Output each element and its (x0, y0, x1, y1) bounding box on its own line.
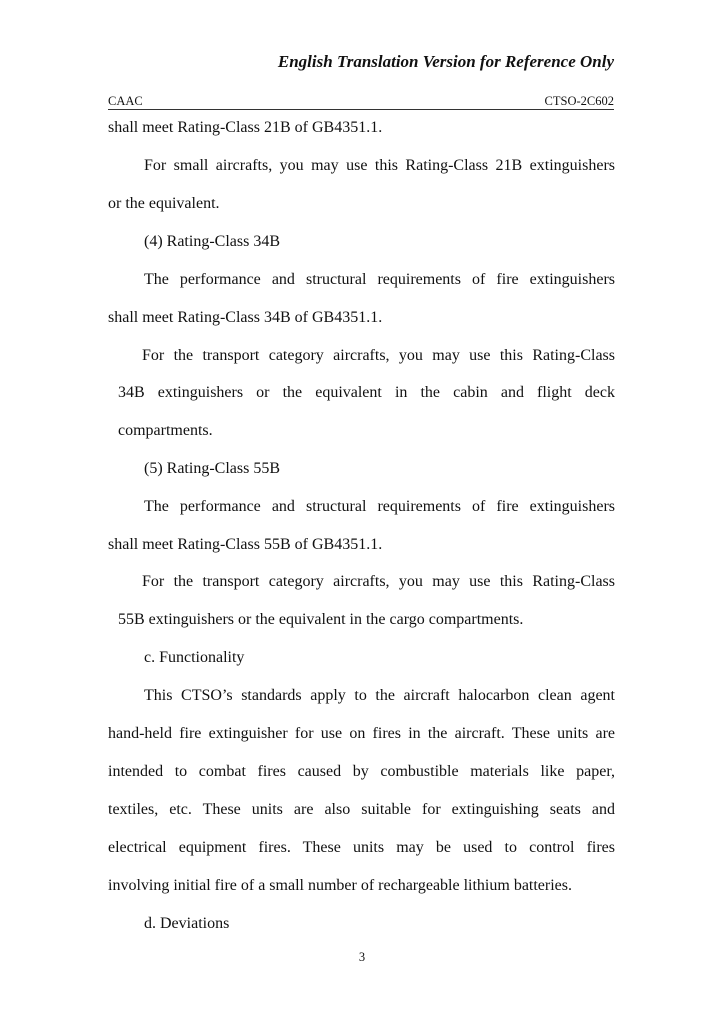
section-heading: (4) Rating-Class 34B (144, 233, 280, 250)
text-line: hand-held fire extinguisher for use on fires in the aircraft. These units are (108, 725, 615, 742)
text-line: The performance and structural requirements of fire extinguishers (144, 498, 615, 515)
page-number: 3 (358, 950, 366, 964)
section-heading: (5) Rating-Class 55B (144, 460, 280, 477)
section-heading: c. Functionality (144, 649, 245, 666)
text-line: 34B extinguishers or the equivalent in the cabin and flight deck (118, 384, 615, 401)
text-line: or the equivalent. (108, 195, 220, 212)
text-line: textiles, etc. These units are also suitable for extinguishing seats and (108, 801, 615, 818)
translation-banner: English Translation Version for Reference Only (277, 52, 614, 71)
text-line: electrical equipment fires. These units may be used to control fires (108, 839, 615, 856)
text-line: 55B extinguishers or the equivalent in the cargo compartments. (118, 611, 524, 628)
header-org: CAAC (108, 94, 143, 108)
text-line: intended to combat fires caused by combustible materials like paper, (108, 763, 615, 780)
header-rule (108, 109, 614, 110)
text-line: compartments. (118, 422, 213, 439)
section-heading: d. Deviations (144, 915, 230, 932)
text-line: involving initial fire of a small number of rechargeable lithium batteries. (108, 877, 573, 894)
text-line: shall meet Rating-Class 34B of GB4351.1. (108, 309, 383, 326)
text-line: For small aircrafts, you may use this Rating-Class 21B extinguishers (144, 157, 615, 174)
text-line: shall meet Rating-Class 55B of GB4351.1. (108, 536, 383, 553)
text-line: For the transport category aircrafts, you may use this Rating-Class (142, 573, 615, 590)
text-line: This CTSO’s standards apply to the aircraft halocarbon clean agent (144, 687, 615, 704)
text-line: The performance and structural requirements of fire extinguishers (144, 271, 615, 288)
header-doc-id: CTSO-2C602 (544, 94, 614, 108)
text-line: shall meet Rating-Class 21B of GB4351.1. (108, 119, 383, 136)
text-line: For the transport category aircrafts, you may use this Rating-Class (142, 347, 615, 364)
